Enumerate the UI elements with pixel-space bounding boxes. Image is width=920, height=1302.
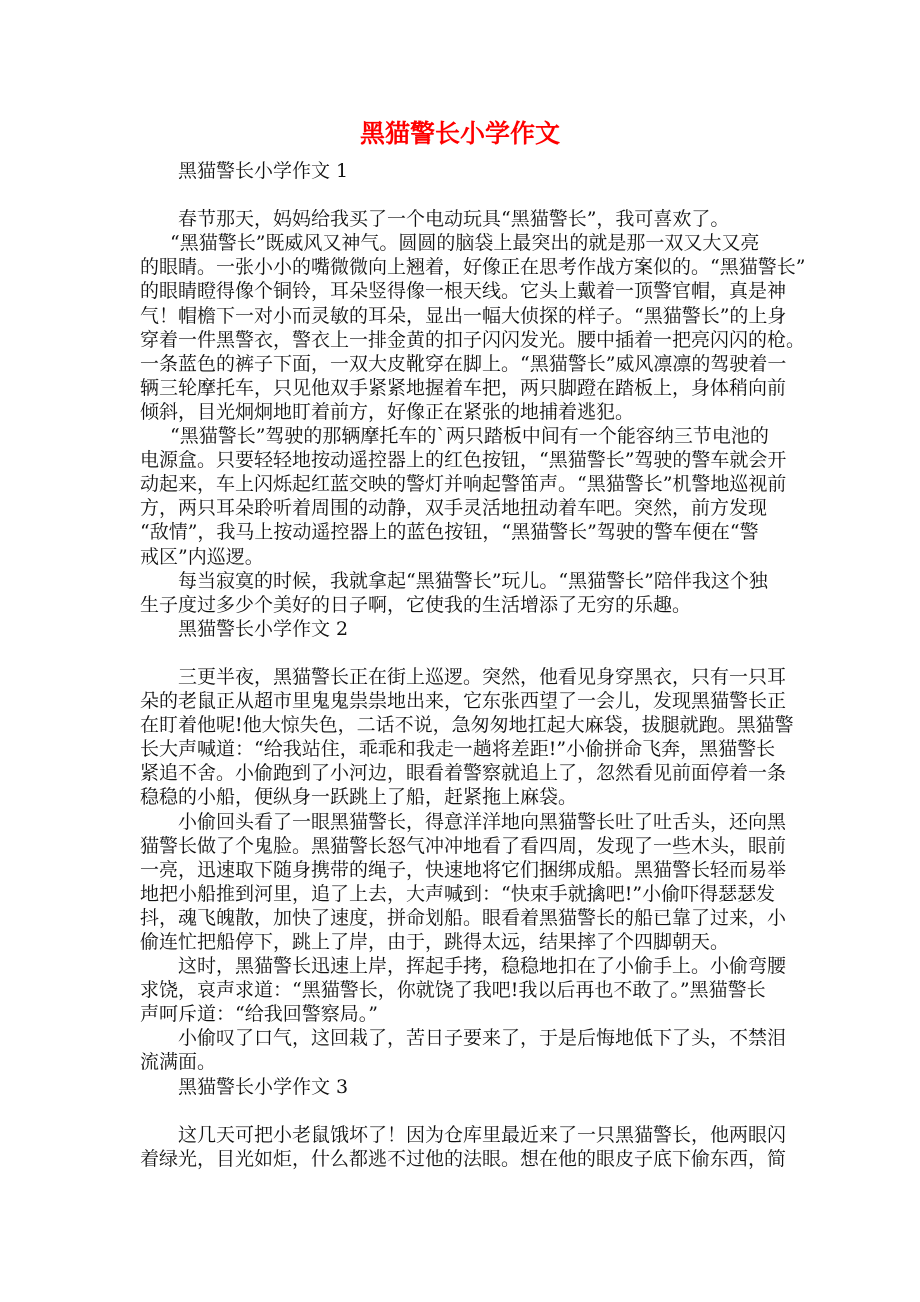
text-line: 电源盒。只要轻轻地按动遥控器上的红色按钮，“黑猫警长”驾驶的警车就会开 (140, 449, 787, 472)
text-line: 的眼睛瞪得像个铜铃，耳朵竖得像一根天线。它头上戴着一顶警官帽，真是神 (140, 280, 787, 303)
text-line: 着绿光，目光如炬，什么都逃不过他的法眼。想在他的眼皮子底下偷东西，简 (140, 1147, 787, 1170)
text-line: 这时，黑猫警长迅速上岸，挥起手拷，稳稳地扣在了小偷手上。小偷弯腰 (178, 955, 787, 978)
text-line: 抖，魂飞魄散，加快了速度，拼命划船。眼看着黑猫警长的船已靠了过来，小 (140, 906, 787, 929)
text-line: 猫警长做了个鬼脸。黑猫警长怒气冲冲地看了看四周，发现了一些木头，眼前 (140, 834, 787, 857)
text-line: 春节那天，妈妈给我买了一个电动玩具“黑猫警长”，我可喜欢了。 (178, 208, 730, 231)
text-line: 偷连忙把船停下，跳上了岸，由于，跳得太远，结果摔了个四脚朝天。 (140, 931, 730, 953)
text-line: 稳稳的小船，便纵身一跃跳上了船，赶紧拖上麻袋。 (140, 786, 578, 809)
text-line: 地把小船推到河里，追了上去，大声喊到：“快束手就擒吧!”小偷吓得瑟瑟发 (140, 882, 776, 905)
text-line: 长大声喊道：“给我站住，乖乖和我走一趟将差距!”小偷拼命飞奔，黑猫警长 (140, 738, 776, 761)
section-heading: 黑猫警长小学作文 3 (178, 1075, 349, 1098)
text-line: 穿着一件黑警衣，警衣上一排金黄的扣子闪闪发光。腰中插着一把亮闪闪的枪。 (140, 328, 806, 351)
text-line: 紧追不舍。小偷跑到了小河边，眼看着警察就追上了，忽然看见前面停着一条 (140, 762, 787, 785)
text-line: 动起来，车上闪烁起红蓝交映的警灯并响起警笛声。“黑猫警长”机警地巡视前 (140, 473, 787, 496)
text-line: 的眼睛。一张小小的嘴微微向上翘着，好像正在思考作战方案似的。“黑猫警长” (140, 256, 806, 279)
text-line: 倾斜，目光炯炯地盯着前方，好像正在紧张的地捕着逃犯。 (140, 400, 635, 423)
text-line: 一条蓝色的裤子下面，一双大皮靴穿在脚上。“黑猫警长”威风凛凛的驾驶着一 (140, 352, 787, 375)
text-line: 戒区”内巡逻。 (140, 545, 264, 568)
blank-line (140, 183, 800, 207)
section-heading: 黑猫警长小学作文 1 (178, 160, 349, 182)
text-line: 生子度过多少个美好的日子啊，它使我的生活增添了无穷的乐趣。 (140, 593, 692, 616)
text-line: 辆三轮摩托车，只见他双手紧紧地握着车把，两只脚蹬在踏板上，身体稍向前 (140, 376, 787, 399)
text-line: “黑猫警长”既威风又神气。圆圆的脑袋上最突出的就是那一双又大又亮 (170, 232, 760, 255)
document-title: 黑猫警长小学作文 (359, 119, 560, 148)
text-line: 朵的老鼠正从超市里鬼鬼祟祟地出来，它东张西望了一会儿，发现黑猫警长正 (140, 690, 787, 713)
section-heading: 黑猫警长小学作文 2 (178, 617, 349, 640)
text-line: 三更半夜，黑猫警长正在街上巡逻。突然，他看见身穿黑衣，只有一只耳 (178, 665, 787, 688)
text-line: “敌情”，我马上按动遥控器上的蓝色按钮，“黑猫警长”驾驶的警车便在“警 (140, 521, 759, 544)
text-line: 声呵斥道：“给我回警察局。” (140, 1003, 378, 1026)
text-line: 一亮，迅速取下随身携带的绳子，快速地将它们捆绑成船。黑猫警长轻而易举 (140, 858, 787, 881)
text-line: 气！帽檐下一对小而灵敏的耳朵，显出一幅大侦探的样子。“黑猫警长”的上身 (140, 304, 787, 327)
text-line: 求饶，哀声求道：“黑猫警长，你就饶了我吧!我以后再也不敢了。”黑猫警长 (140, 979, 766, 1002)
text-line: “黑猫警长”驾驶的那辆摩托车的`两只踏板中间有一个能容纳三节电池的 (170, 425, 769, 448)
document-body (140, 159, 806, 1171)
blank-line (140, 641, 800, 665)
text-line: 小偷回头看了一眼黑猫警长，得意洋洋地向黑猫警长吐了吐舌头，还向黑 (178, 810, 787, 833)
text-line: 流满面。 (140, 1051, 217, 1074)
text-line: 这几天可把小老鼠饿坏了！因为仓库里最近来了一只黑猫警长，他两眼闪 (178, 1123, 787, 1146)
text-line: 在盯着他呢!他大惊失色，二话不说，急匆匆地扛起大麻袋，拔腿就跑。黑猫警 (140, 714, 794, 737)
text-line: 方，两只耳朵聆听着周围的动静，双手灵活地扭动着车吧。突然，前方发现 (140, 497, 768, 520)
text-line: 每当寂寞的时候，我就拿起“黑猫警长”玩儿。“黑猫警长”陪伴我这个独 (178, 569, 768, 592)
blank-line (140, 1099, 800, 1123)
text-line: 小偷叹了口气，这回栽了，苦日子要来了，于是后悔地低下了头，不禁泪 (178, 1027, 787, 1050)
